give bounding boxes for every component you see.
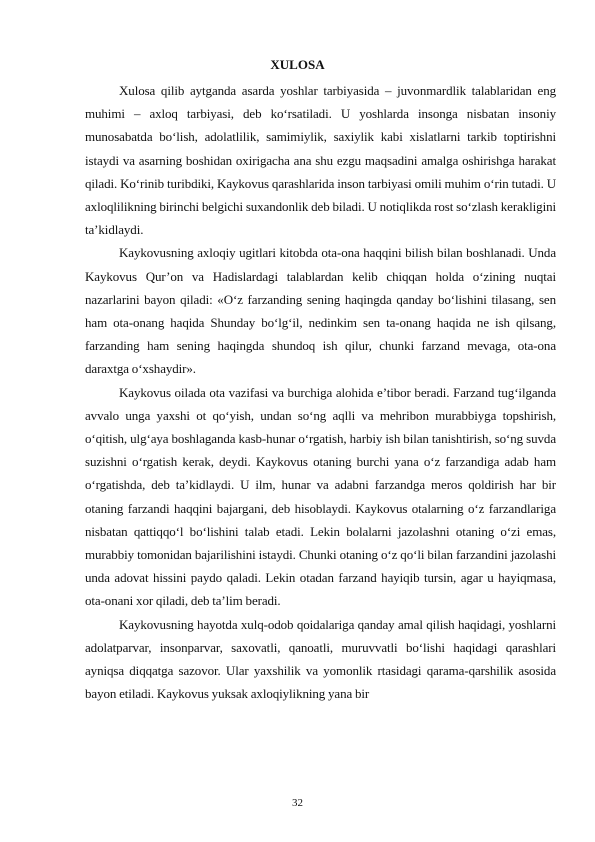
document-title: XULOSA xyxy=(270,57,325,72)
page-number: 32 xyxy=(292,797,303,809)
document-body xyxy=(85,79,556,705)
paragraph-4: Kaykovusning hayotda xulq-odob qoidalariga qanday amal qilish haqidagi, yoshlarni adolatparvar, insonparvar, saxovatli, qanoatli, muruvvatli bo‘lishi haqidagi qarashlari ayniqsa diqqatga sazovor. Ular yaxshilik va yomonlik rtasidagi qarama-qarshilik asosida bayon etiladi. Kaykovus yuksak axloqiylikning yana bir xyxy=(85,616,556,702)
paragraph-2: Kaykovusning axloqiy ugitlari kitobda ota-ona haqqini bilish bilan boshlanadi. Unda Kaykovus Qur’on va Hadislardagi talablardan kelib chiqqan holda o‘zining nuqtai nazarlarini bayon qiladi: «O‘z farzanding sening haqingda qanday bo‘lishini tilasang, sen ham ota-onang haqida Shunday bo‘lg‘il, nedinkim sen ta-onang haqida ne ish qilsang, farzanding ham sening haqingda shundoq ish qilur, chunki farzand mevaga, ota-ona daraxtga o‘xshaydir». xyxy=(85,245,556,377)
paragraph-3: Kaykovus oilada ota vazifasi va burchiga alohida e’tibor beradi. Farzand tug‘ilganda avvalo unga yaxshi ot qo‘yish, undan so‘ng aqlli va mehribon murabbiyga topshirish, o‘qitish, ulg‘aya boshlaganda kasb-hunar o‘rgatish, harbiy ish bilan tanishtirish, so‘ng suvda suzishni o‘rgatish kerak, deydi. Kaykovus otaning burchi yana o‘z farzandiga adab ham o‘rgatishda, deb ta’kidlaydi. U ilm, hunar va adabni farzandga meros qoldirish har bir otaning farzandi haqqini bajargani, deb hisoblaydi. Kaykovus otalarning o‘z farzandlariga nisbatan qattiqqo‘l bo‘lishini talab etadi. Lekin bolalarni jazolashni otaning o‘zi emas, murabbiy tomonidan bajarilishini istaydi. Chunki otaning o‘z qo‘li bilan farzandini jazolashi unda adovat hissini paydo qaladi. Lekin otadan farzand hayiqib tursin, agar u hayiqmasa, ota-onani xor qiladi, deb ta’lim beradi. xyxy=(85,384,556,609)
paragraph-1: Xulosa qilib aytganda asarda yoshlar tarbiyasida – juvonmardlik talablaridan eng muhimi – axloq tarbiyasi, deb ko‘rsatiladi. U yoshlarda insonga nisbatan insoniy munosabatda bo‘lish, adolatlilik, samimiylik, saxiylik kabi xislatlarni tarkib toptirishni istaydi va asarning boshidan oxirigacha ana shu ezgu maqsadini amalga oshirishga harakat qiladi. Ko‘rinib turibdiki, Kaykovus qarashlarida inson tarbiyasi omili muhim o‘rin tutadi. U axloqlilikning birinchi belgichi suxandonlik deb biladi. U notiqlikda rost so‘zlash kerakligini ta’kidlaydi. xyxy=(85,83,556,238)
